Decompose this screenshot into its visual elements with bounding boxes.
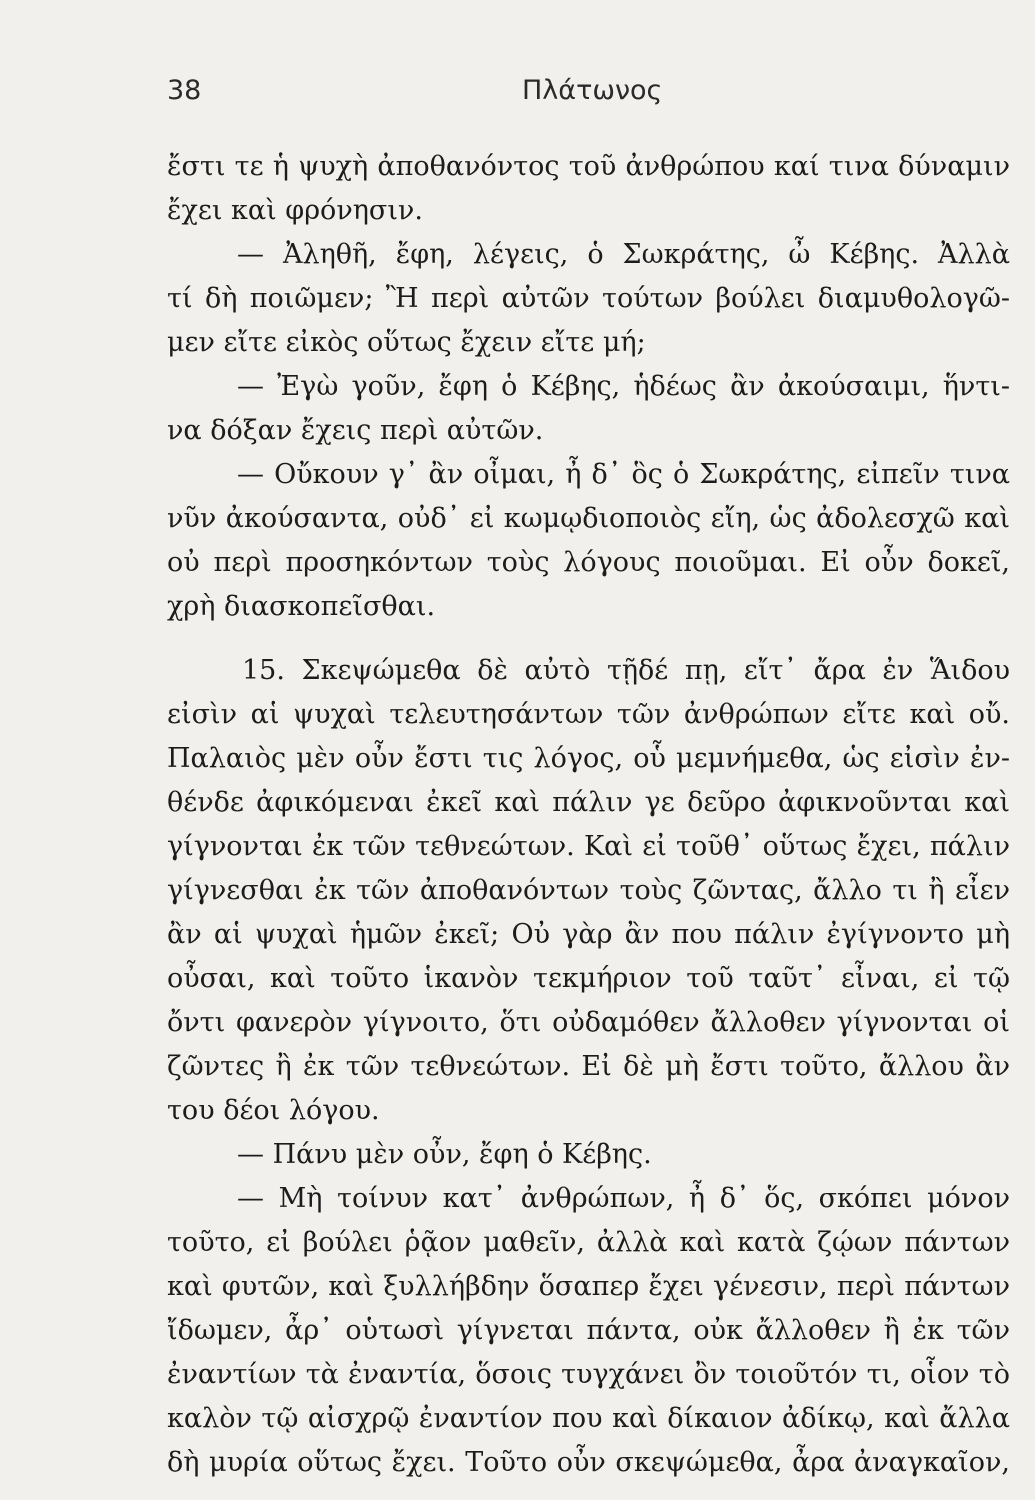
page-number: 38 xyxy=(167,75,202,106)
text-line: — Πάνυ μὲν οὖν, ἔφη ὁ Κέβης. xyxy=(237,1139,652,1170)
text-line: — Οὔκουν γ᾿ ἂν οἶμαι, ἦ δ᾿ ὃς ὁ Σωκράτης, εἰπεῖν τινα xyxy=(237,459,1010,490)
paragraph-gap xyxy=(167,629,1010,649)
text-line: μεν εἴτε εἰκὸς οὕτως ἔχειν εἴτε μή; xyxy=(167,327,646,358)
text-line: ἔχει καὶ φρόνησιν. xyxy=(167,195,423,226)
text-line: καλὸν τῷ αἰσχρῷ ἐναντίον που καὶ δίκαιον ἀδίκῳ, καὶ ἄλλα xyxy=(167,1403,1010,1434)
text-line: ἐναντίων τὰ ἐναντία, ὅσοις τυγχάνει ὂν τοιοῦτόν τι, οἷον τὸ xyxy=(167,1359,1010,1390)
text-line: του δέοι λόγου. xyxy=(167,1095,380,1126)
text-line: να δόξαν ἔχεις περὶ αὐτῶν. xyxy=(167,415,544,446)
text-line: οὐ περὶ προσηκόντων τοὺς λόγους ποιοῦμαι. Εἰ οὖν δοκεῖ, xyxy=(167,547,1010,578)
text-line: ὄντι φανερὸν γίγνοιτο, ὅτι οὐδαμόθεν ἄλλοθεν γίγνονται οἱ xyxy=(167,1007,1010,1038)
text-line: — Ἀληθῆ, ἔφη, λέγεις, ὁ Σωκράτης, ὦ Κέβης. Ἀλλὰ xyxy=(237,239,1010,270)
text-line: ἔστι τε ἡ ψυχὴ ἀποθανόντος τοῦ ἀνθρώπου καί τινα δύναμιν xyxy=(167,151,1010,182)
text-line: καὶ φυτῶν, καὶ ξυλλήβδην ὅσαπερ ἔχει γένεσιν, περὶ πάντων xyxy=(167,1271,1010,1302)
body-text xyxy=(167,145,1010,1485)
text-line: γίγνεσθαι ἐκ τῶν ἀποθανόντων τοὺς ζῶντας, ἄλλο τι ἢ εἶεν xyxy=(167,875,1010,906)
page-header xyxy=(167,74,1007,108)
text-line: οὖσαι, καὶ τοῦτο ἱκανὸν τεκμήριον τοῦ ταῦτ᾿ εἶναι, εἰ τῷ xyxy=(167,963,1010,994)
text-line: Παλαιὸς μὲν οὖν ἔστι τις λόγος, οὗ μεμνήμεθα, ὡς εἰσὶν ἐν- xyxy=(167,743,1010,774)
text-line: θένδε ἀφικόμεναι ἐκεῖ καὶ πάλιν γε δεῦρο ἀφικνοῦνται καὶ xyxy=(167,787,1010,818)
text-line: — Μὴ τοίνυν κατ᾿ ἀνθρώπων, ἦ δ᾿ ὅς, σκόπει μόνον xyxy=(237,1183,1010,1214)
text-line: δὴ μυρία οὕτως ἔχει. Τοῦτο οὖν σκεψώμεθα, ἆρα ἀναγκαῖον, xyxy=(167,1447,1010,1478)
text-line: ἂν αἱ ψυχαὶ ἡμῶν ἐκεῖ; Οὐ γὰρ ἂν που πάλιν ἐγίγνοντο μὴ xyxy=(167,919,1010,950)
text-line: ζῶντες ἢ ἐκ τῶν τεθνεώτων. Εἰ δὲ μὴ ἔστι τοῦτο, ἄλλου ἂν xyxy=(167,1051,1010,1082)
text-line: τί δὴ ποιῶμεν; Ἢ περὶ αὐτῶν τούτων βούλει διαμυθολογῶ- xyxy=(167,283,1010,314)
text-line: 15. Σκεψώμεθα δὲ αὐτὸ τῇδέ πῃ, εἴτ᾿ ἄρα ἐν Ἅιδου xyxy=(242,655,1010,686)
text-line: γίγνονται ἐκ τῶν τεθνεώτων. Καὶ εἰ τοῦθ᾿ οὕτως ἔχει, πάλιν xyxy=(167,831,1010,862)
running-title: Πλάτωνος xyxy=(522,75,663,106)
text-line: νῦν ἀκούσαντα, οὐδ᾿ εἰ κωμῳδιοποιὸς εἴη, ὡς ἀδολεσχῶ καὶ xyxy=(167,503,1010,534)
text-line: τοῦτο, εἰ βούλει ῥᾷον μαθεῖν, ἀλλὰ καὶ κατὰ ζῴων πάντων xyxy=(167,1227,1010,1258)
text-line: — Ἐγὼ γοῦν, ἔφη ὁ Κέβης, ἡδέως ἂν ἀκούσαιμι, ἥντι- xyxy=(237,371,1010,402)
text-line: ἴδωμεν, ἆρ᾿ οὑτωσὶ γίγνεται πάντα, οὐκ ἄλλοθεν ἢ ἐκ τῶν xyxy=(167,1315,1010,1346)
text-line: εἰσὶν αἱ ψυχαὶ τελευτησάντων τῶν ἀνθρώπων εἴτε καὶ οὔ. xyxy=(167,699,1010,730)
text-line: χρὴ διασκοπεῖσθαι. xyxy=(167,591,436,622)
